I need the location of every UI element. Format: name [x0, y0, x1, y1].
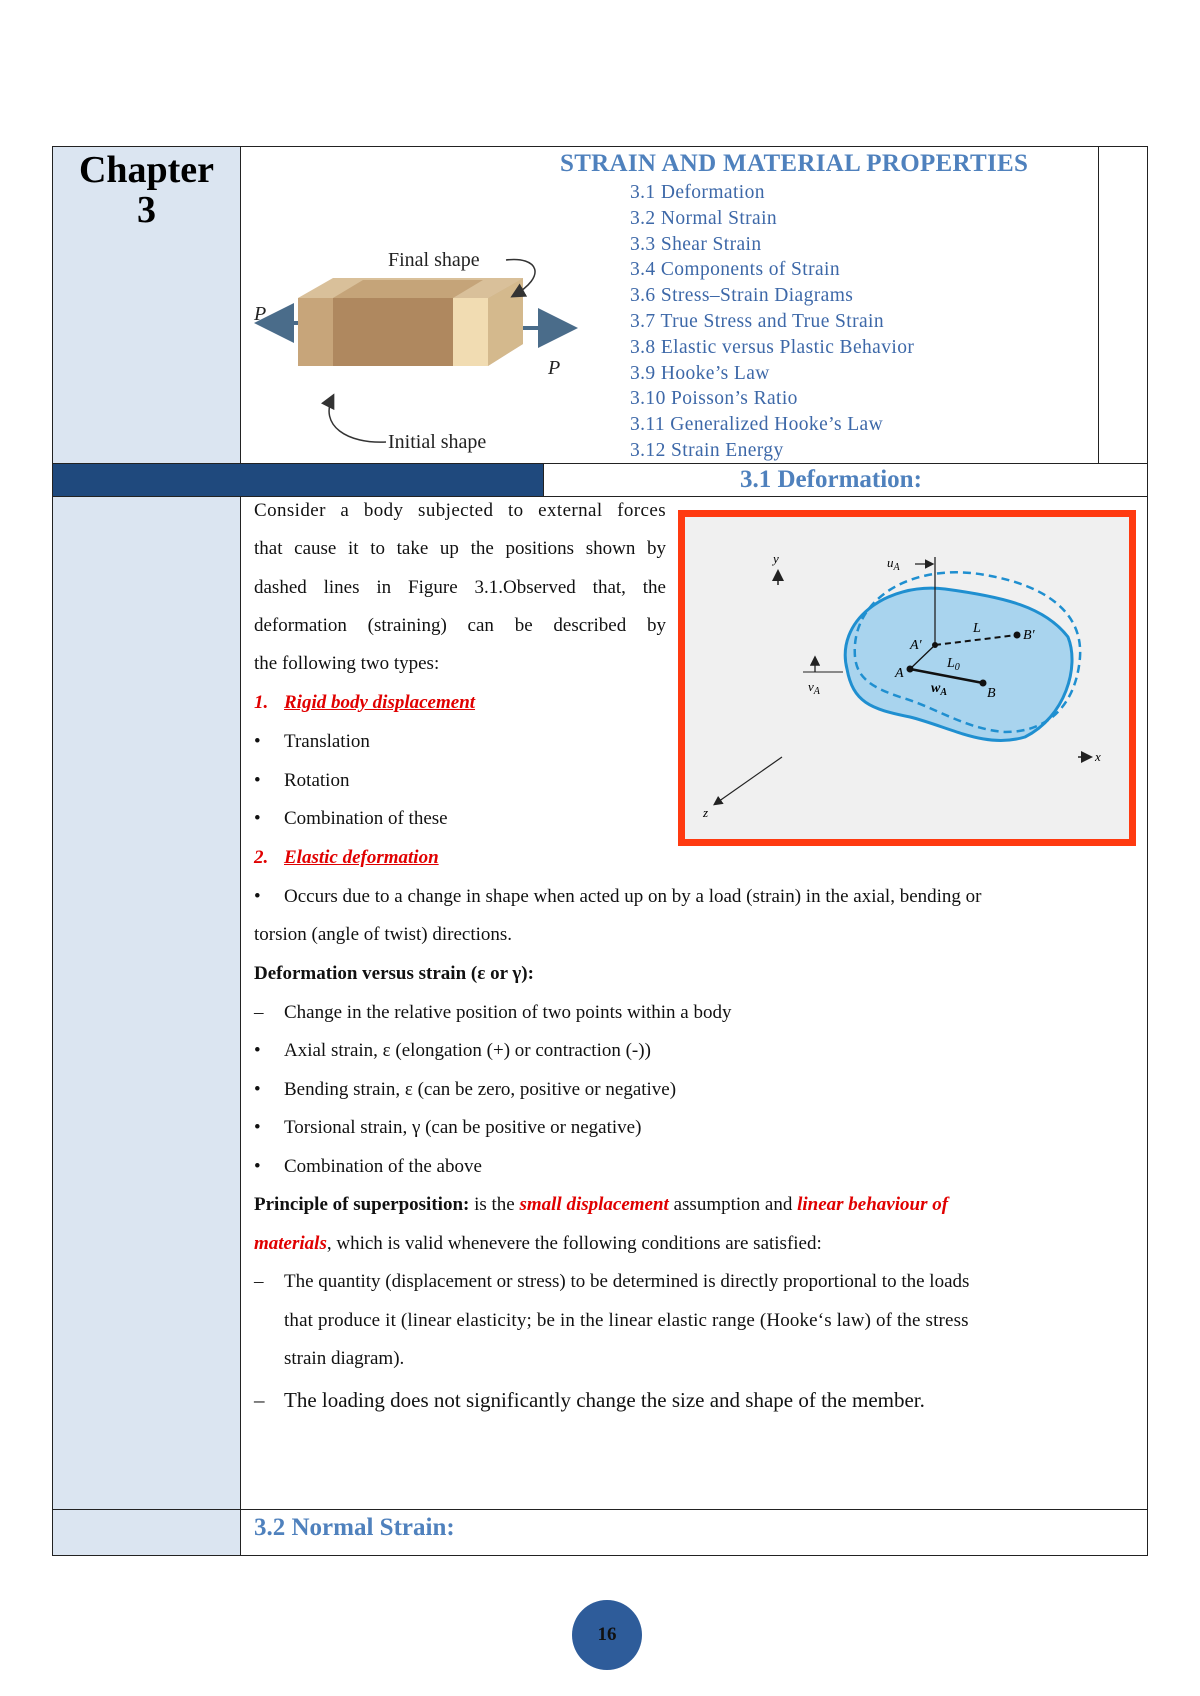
chapter-title: STRAIN AND MATERIAL PROPERTIES	[560, 150, 1029, 177]
figure-deformation-body	[678, 510, 1136, 846]
type2-item-continued: torsion (angle of twist) directions.	[254, 924, 513, 945]
condition-1-continued: strain diagram).	[284, 1348, 405, 1369]
type1-number: 1.	[254, 692, 269, 713]
bullet-icon: •	[254, 808, 261, 829]
page-number-badge: 16	[572, 1600, 642, 1670]
principle-text: is the	[469, 1194, 520, 1215]
intro-line: the following two types:	[254, 653, 440, 674]
section-heading-normal-strain: 3.2 Normal Strain:	[254, 1514, 455, 1541]
row-divider-3	[52, 1509, 1148, 1510]
type1-item: Translation	[284, 731, 370, 752]
dvs-item: Bending strain, ε (can be zero, positive or negative)	[284, 1079, 677, 1100]
principle-label: Principle of superposition:	[254, 1194, 470, 1215]
toc-item[interactable]: 3.3 Shear Strain	[630, 233, 762, 255]
intro-line: dashed lines in Figure 3.1.Observed that, the	[254, 577, 666, 598]
initial-shape-front	[333, 298, 453, 366]
chapter-label	[53, 150, 240, 230]
principle-text: , which is valid whenevere the following conditions are satisfied:	[326, 1233, 822, 1254]
l-label: L	[973, 621, 981, 636]
intro-line: Consider a body subjected to external forces	[254, 500, 666, 521]
col-divider-left	[240, 146, 241, 464]
z-axis-label: z	[703, 805, 709, 820]
bullet-icon: •	[254, 886, 261, 907]
condition-1-continued: that produce it (linear elasticity; be in the linear elastic range (Hooke‘s law) of the stress	[284, 1310, 969, 1331]
toc-item[interactable]: 3.11 Generalized Hooke’s Law	[630, 414, 884, 436]
intro-line: deformation (straining) can be described by	[254, 615, 666, 636]
type1-item: Rotation	[284, 770, 350, 791]
point-b-prime-label: B′	[1023, 628, 1035, 643]
toc-item[interactable]: 3.8 Elastic versus Plastic Behavior	[630, 336, 915, 358]
intro-line: that cause it to take up the positions shown by	[254, 538, 666, 559]
figure-deformation-svg	[685, 517, 1129, 839]
condition-1: The quantity (displacement or stress) to be determined is directly proportional to the loads	[284, 1271, 970, 1292]
point-a-label: A	[895, 666, 904, 681]
bullet-icon: •	[254, 1117, 261, 1138]
condition-2: The loading does not significantly change the size and shape of the member.	[284, 1388, 925, 1412]
principle-text: assumption and	[668, 1194, 798, 1215]
col-divider-right-top	[1098, 146, 1099, 464]
chapter-number: 3	[137, 189, 156, 231]
dvs-item: Combination of the above	[284, 1156, 482, 1177]
bullet-icon: •	[254, 1156, 261, 1177]
toc-item[interactable]: 3.12 Strain Energy	[630, 439, 784, 461]
toc-item[interactable]: 3.9 Hooke’s Law	[630, 362, 770, 384]
toc-item[interactable]: 3.4 Components of Strain	[630, 259, 841, 281]
bullet-icon: •	[254, 1079, 261, 1100]
dvs-dash-item: Change in the relative position of two points within a body	[284, 1002, 732, 1023]
final-shape-label: Final shape	[388, 249, 480, 271]
ua-label: $u_A$	[887, 555, 900, 573]
end-cap-right-face	[453, 298, 488, 366]
principle-line-2	[254, 1233, 822, 1255]
type1-label: Rigid body displacement	[284, 692, 476, 713]
initial-shape-label: Initial shape	[388, 431, 487, 453]
section-heading-deformation: 3.1 Deformation:	[740, 466, 922, 493]
toc-item[interactable]: 3.10 Poisson’s Ratio	[630, 388, 798, 410]
type1-item: Combination of these	[284, 808, 448, 829]
row-divider-2	[52, 496, 1148, 497]
end-cap-left-face	[298, 298, 333, 366]
initial-shape-pointer	[329, 396, 386, 442]
principle-highlight: small displacement	[519, 1194, 669, 1215]
toc-item[interactable]: 3.2 Normal Strain	[630, 207, 778, 229]
load-label-right: P	[548, 357, 561, 379]
col-divider-left-body	[240, 496, 241, 1556]
toc-item[interactable]: 3.7 True Stress and True Strain	[630, 310, 885, 332]
va-label: $v_A$	[808, 679, 820, 697]
dash-icon: –	[254, 1002, 264, 1023]
point-a-prime-label: A′	[910, 638, 922, 653]
dvs-item: Axial strain, ε (elongation (+) or contraction (-))	[284, 1040, 651, 1061]
point-b-label: B	[987, 686, 996, 701]
l0-label: $L_0$	[947, 656, 960, 673]
deformation-box-figure	[248, 236, 588, 456]
type2-item: Occurs due to a change in shape when acted up on by a load (strain) in the axial, bending or	[284, 886, 982, 907]
type2-label: Elastic deformation	[284, 847, 439, 868]
bullet-icon: •	[254, 1040, 261, 1061]
section-bar-divider	[543, 463, 544, 496]
load-label-left: P	[254, 303, 267, 325]
chapter-word: Chapter	[78, 149, 215, 191]
point-b-prime	[1014, 632, 1021, 639]
type2-number: 2.	[254, 847, 269, 868]
table-of-contents	[630, 180, 914, 464]
principle-highlight: materials	[254, 1233, 327, 1254]
dash-icon: –	[254, 1271, 264, 1292]
dvs-item: Torsional strain, γ (can be positive or negative)	[284, 1117, 642, 1138]
dash-icon: –	[254, 1388, 265, 1412]
x-axis-label: x	[1095, 749, 1101, 764]
z-axis-arrow	[715, 757, 782, 804]
bullet-icon: •	[254, 770, 261, 791]
content-table	[52, 146, 1148, 1556]
deformation-vs-strain-heading: Deformation versus strain (ε or γ):	[254, 963, 534, 984]
principle-highlight: linear behaviour of	[797, 1194, 949, 1215]
toc-item[interactable]: 3.1 Deformation	[630, 182, 765, 203]
wa-label: $w_A$	[931, 681, 948, 698]
toc-item[interactable]: 3.6 Stress–Strain Diagrams	[630, 285, 854, 307]
bullet-icon: •	[254, 731, 261, 752]
point-b	[980, 680, 987, 687]
principle-line-1	[254, 1194, 948, 1216]
section-bar	[53, 464, 543, 496]
y-axis-label: y	[773, 551, 779, 566]
